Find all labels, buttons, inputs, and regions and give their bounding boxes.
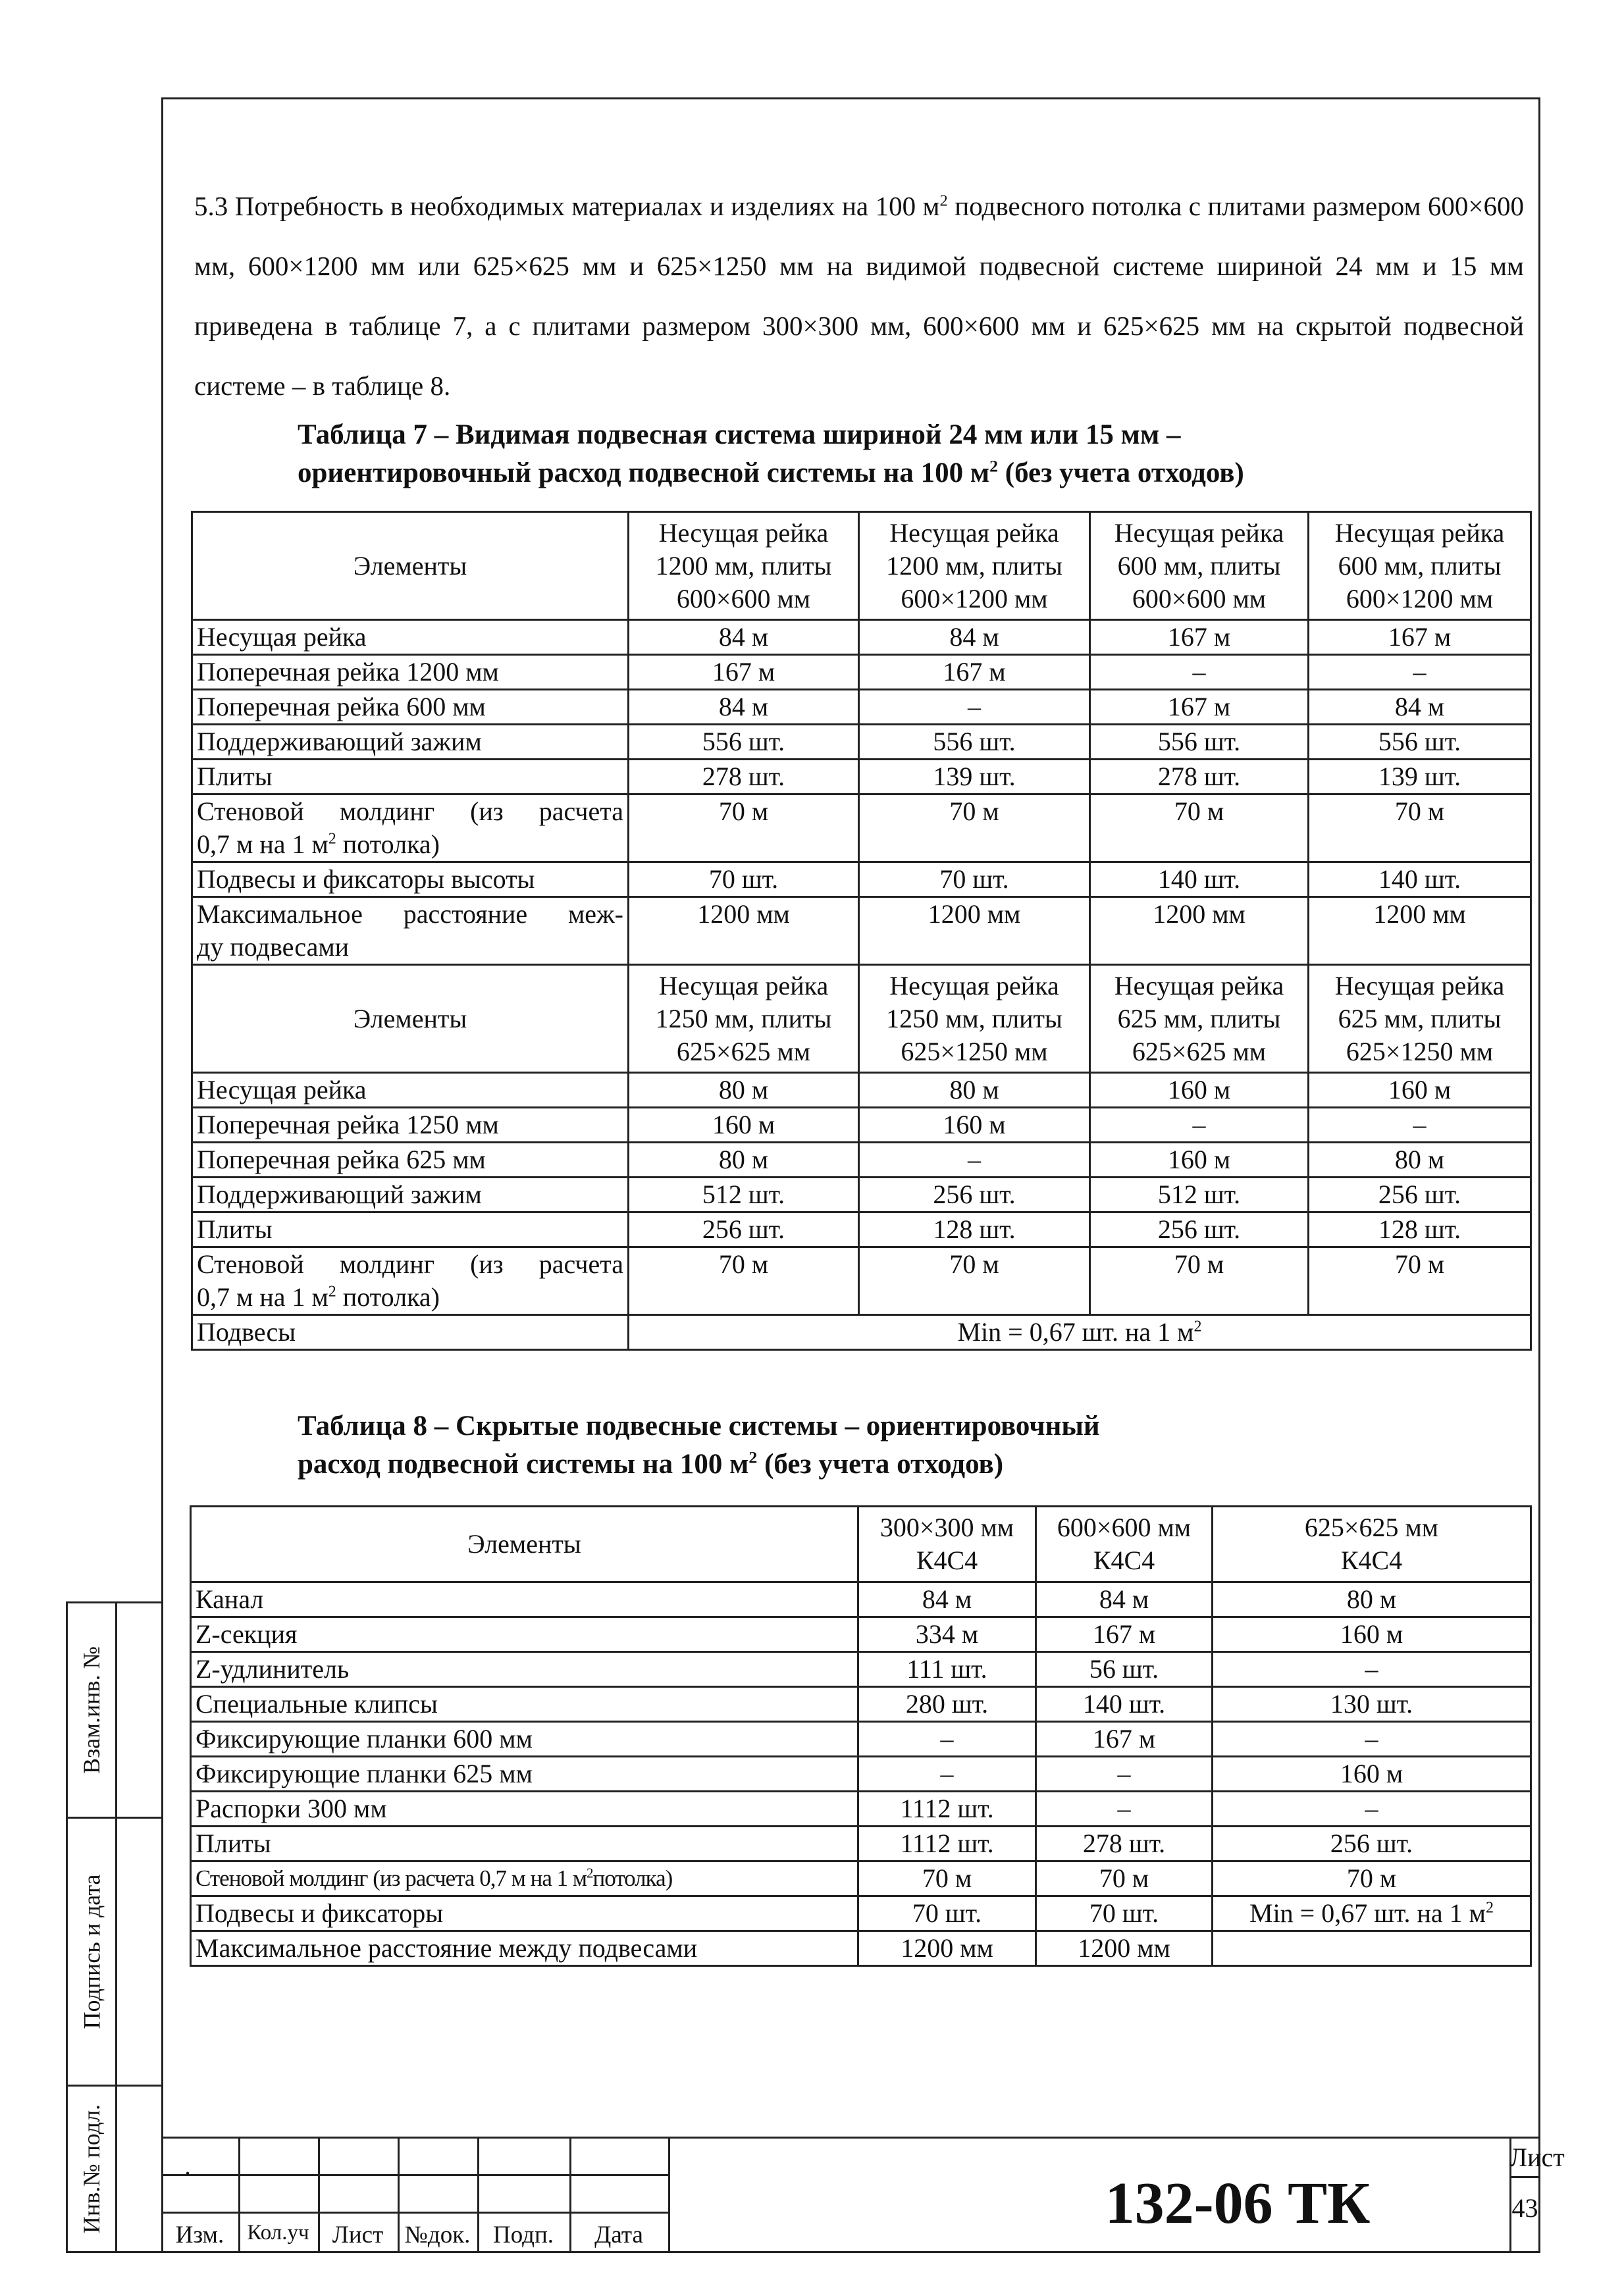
row-label: Максимальное расстояние меж- ду подвесами	[192, 897, 629, 965]
cell: –	[1090, 655, 1309, 690]
cell: 512 шт.	[1090, 1178, 1309, 1212]
cell: 139 шт.	[1309, 760, 1531, 794]
cell: 167 м	[1090, 690, 1309, 725]
cell: 80 м	[859, 1073, 1090, 1108]
row-label: Несущая рейка	[192, 620, 629, 655]
intro-paragraph: 5.3 Потребность в необходимых материалах и изделиях на 100 $м^2$ подвесного потолка с плитами размером 600×600 мм, 600×1200 мм или 625×625 мм и 625×1250 мм на видимой подвесной системе шириной 24 мм и 15 мм приведена в таблице 7, а с плитами размером 300×300 мм, 600×600 мм и 625×625 мм на скрытой подвесной системе – в таблице 8.	[194, 191, 1525, 401]
cell: 167 м	[1036, 1722, 1213, 1757]
table7-header-elements: Элементы	[192, 512, 629, 620]
cell: –	[859, 1143, 1090, 1178]
cell: 160 м	[1213, 1617, 1531, 1652]
cell: –	[1090, 1108, 1309, 1143]
row-label: Поперечная рейка 625 мм	[192, 1143, 629, 1178]
side-strip-vzam	[66, 1601, 161, 1819]
sheet-label: Лист	[1509, 2143, 1565, 2172]
document-code: 132-06 ТК	[1105, 2171, 1371, 2236]
cell: 1200 мм	[629, 897, 859, 965]
cell: 80 м	[1309, 1143, 1531, 1178]
cell: 160 м	[629, 1108, 859, 1143]
cell: 70 м	[1090, 794, 1309, 862]
row-label: Несущая рейка	[192, 1073, 629, 1108]
stamp-header-list: Лист	[332, 2221, 384, 2248]
cell: 128 шт.	[859, 1212, 1090, 1247]
cell: 556 шт.	[629, 725, 859, 760]
cell: 70 м	[1309, 794, 1531, 862]
cell: 256 шт.	[859, 1178, 1090, 1212]
cell: 84 м	[1309, 690, 1531, 725]
stamp-header-kolvo: Кол.уч	[247, 2221, 309, 2245]
cell: 1112 шт.	[858, 1792, 1036, 1827]
side-strip-podpis	[66, 1817, 161, 2087]
stamp-header-podp: Подп.	[492, 2221, 554, 2248]
table-row	[192, 1247, 1531, 1315]
table8-header-col: 600×600 мм К4С4	[1036, 1507, 1213, 1582]
cell: –	[858, 1757, 1036, 1792]
row-label: Стеновой молдинг (из расчета 0,7 м на 1 $м^2$ потолка)	[192, 1247, 629, 1315]
stamp-header-data: Дата	[594, 2221, 643, 2248]
cell: 70 м	[859, 1247, 1090, 1315]
row-label: Фиксирующие планки 600 мм	[191, 1722, 858, 1757]
cell: 256 шт.	[1213, 1827, 1531, 1861]
cell: 256 шт.	[1090, 1212, 1309, 1247]
cell: 70 шт.	[629, 862, 859, 897]
row-label: Подвесы и фиксаторы	[191, 1896, 858, 1931]
cell: 1200 мм	[859, 897, 1090, 965]
table7-header-elements: Элементы	[192, 965, 629, 1073]
side-strip-inv	[66, 2085, 161, 2253]
cell: 167 м	[1036, 1617, 1213, 1652]
row-label: Плиты	[191, 1827, 858, 1861]
cell: 111 шт.	[858, 1652, 1036, 1687]
stamp-dot: ·	[183, 2160, 192, 2187]
row-label: Плиты	[192, 1212, 629, 1247]
cell-merged: Min = 0,67 шт. на 1 $м^2$	[629, 1315, 1531, 1350]
table-row	[191, 1827, 1531, 1861]
cell: 160 м	[1090, 1073, 1309, 1108]
row-label: Стеновой молдинг (из расчета 0,7 м на 1 $м^2потолка$)	[191, 1861, 858, 1896]
cell: –	[1213, 1722, 1531, 1757]
cell: 70 м	[859, 794, 1090, 862]
cell: 80 м	[1213, 1582, 1531, 1617]
table-row	[191, 1722, 1531, 1757]
cell	[1213, 1931, 1531, 1966]
cell: 84 м	[859, 620, 1090, 655]
row-label: Канал	[191, 1582, 858, 1617]
table-row	[192, 897, 1531, 965]
cell: 334 м	[858, 1617, 1036, 1652]
side-label-vzam: Взам.инв. №	[78, 1646, 105, 1774]
stamp-header-izm: Изм.	[175, 2221, 224, 2248]
title-block	[161, 2137, 1565, 2253]
cell: 160 м	[1213, 1757, 1531, 1792]
cell: 70 м	[1309, 1247, 1531, 1315]
cell: 1200 мм	[1036, 1931, 1213, 1966]
cell: –	[1309, 655, 1531, 690]
table-row	[192, 655, 1531, 690]
cell: 1112 шт.	[858, 1827, 1036, 1861]
row-label: Распорки 300 мм	[191, 1792, 858, 1827]
row-label: Максимальное расстояние между подвесами	[191, 1931, 858, 1966]
cell: 556 шт.	[1309, 725, 1531, 760]
cell: 84 м	[629, 690, 859, 725]
table-row	[192, 1143, 1531, 1178]
table-row	[192, 760, 1531, 794]
cell: 278 шт.	[1036, 1827, 1213, 1861]
sheet-number: 43	[1511, 2193, 1538, 2223]
table8-header-col: 625×625 мм К4С4	[1213, 1507, 1531, 1582]
cell: 139 шт.	[859, 760, 1090, 794]
cell: 1200 мм	[1090, 897, 1309, 965]
table7	[191, 511, 1532, 1351]
cell: 80 м	[629, 1143, 859, 1178]
cell: 84 м	[858, 1582, 1036, 1617]
cell: 280 шт.	[858, 1687, 1036, 1722]
cell: 278 шт.	[629, 760, 859, 794]
row-label: Плиты	[192, 760, 629, 794]
table7-header-col: Несущая рейка 625 мм, плиты 625×625 мм	[1090, 965, 1309, 1073]
row-label: Z-секция	[191, 1617, 858, 1652]
cell: 278 шт.	[1090, 760, 1309, 794]
table7-caption: Таблица 7 – Видимая подвесная система шириной 24 мм или 15 мм – ориентировочный расход подвесной системы на 100 $м^2$ (без учета отходов)	[298, 419, 1244, 488]
cell: 140 шт.	[1036, 1687, 1213, 1722]
cell: 70 м	[1036, 1861, 1213, 1896]
table-row	[192, 725, 1531, 760]
cell: –	[1036, 1792, 1213, 1827]
stamp-header-ndok: №док.	[404, 2221, 471, 2248]
cell: 130 шт.	[1213, 1687, 1531, 1722]
cell: 256 шт.	[629, 1212, 859, 1247]
cell: 56 шт.	[1036, 1652, 1213, 1687]
row-label: Z-удлинитель	[191, 1652, 858, 1687]
cell: –	[859, 690, 1090, 725]
table7-header-col: Несущая рейка 1250 мм, плиты 625×625 мм	[629, 965, 859, 1073]
table-row	[191, 1792, 1531, 1827]
cell: 70 м	[629, 794, 859, 862]
cell: 80 м	[629, 1073, 859, 1108]
table8-caption: Таблица 8 – Скрытые подвесные системы – ориентировочный расход подвесной системы на 100 $м^2$ (без учета отходов)	[298, 1411, 1100, 1480]
cell: 167 м	[629, 655, 859, 690]
table8	[190, 1505, 1532, 1967]
cell: 1200 мм	[1309, 897, 1531, 965]
table-row	[192, 1073, 1531, 1108]
table-row	[191, 1861, 1531, 1896]
table8-header-row	[191, 1507, 1531, 1582]
table7-header-col: Несущая рейка 625 мм, плиты 625×1250 мм	[1309, 965, 1531, 1073]
table-row	[192, 1315, 1531, 1350]
cell: 70 шт.	[859, 862, 1090, 897]
cell: 167 м	[1090, 620, 1309, 655]
table7-header-col: Несущая рейка 1200 мм, плиты 600×1200 мм	[859, 512, 1090, 620]
cell: 70 м	[629, 1247, 859, 1315]
cell: 70 шт.	[1036, 1896, 1213, 1931]
table-row	[191, 1931, 1531, 1966]
row-label: Поперечная рейка 1200 мм	[192, 655, 629, 690]
cell: Min = 0,67 шт. на 1 $м^2$	[1213, 1896, 1531, 1931]
table-row	[191, 1687, 1531, 1722]
table-row	[192, 794, 1531, 862]
table-row	[192, 1212, 1531, 1247]
cell: 70 м	[1090, 1247, 1309, 1315]
cell: 160 м	[1090, 1143, 1309, 1178]
cell: –	[1213, 1652, 1531, 1687]
cell: –	[1213, 1792, 1531, 1827]
row-label: Специальные клипсы	[191, 1687, 858, 1722]
table-row	[192, 1178, 1531, 1212]
table8-header-col: 300×300 мм К4С4	[858, 1507, 1036, 1582]
table-row	[192, 862, 1531, 897]
table-row	[192, 620, 1531, 655]
cell: 167 м	[859, 655, 1090, 690]
cell: 556 шт.	[859, 725, 1090, 760]
cell: 84 м	[1036, 1582, 1213, 1617]
side-label-inv: Инв.№ подл.	[78, 2104, 105, 2234]
cell: 556 шт.	[1090, 725, 1309, 760]
cell: –	[858, 1722, 1036, 1757]
row-label: Подвесы	[192, 1315, 629, 1350]
cell: 512 шт.	[629, 1178, 859, 1212]
table-row	[192, 690, 1531, 725]
cell: 140 шт.	[1309, 862, 1531, 897]
row-label: Поддерживающий зажим	[192, 1178, 629, 1212]
row-label: Поддерживающий зажим	[192, 725, 629, 760]
cell: 128 шт.	[1309, 1212, 1531, 1247]
cell: 1200 мм	[858, 1931, 1036, 1966]
cell: 70 м	[858, 1861, 1036, 1896]
row-label: Поперечная рейка 1250 мм	[192, 1108, 629, 1143]
table7-header-col: Несущая рейка 1200 мм, плиты 600×600 мм	[629, 512, 859, 620]
table-row	[191, 1652, 1531, 1687]
table-row	[191, 1582, 1531, 1617]
row-label: Подвесы и фиксаторы высоты	[192, 862, 629, 897]
cell: –	[1036, 1757, 1213, 1792]
row-label: Поперечная рейка 600 мм	[192, 690, 629, 725]
cell: 160 м	[859, 1108, 1090, 1143]
side-label-podpis: Подпись и дата	[78, 1874, 105, 2029]
cell: 256 шт.	[1309, 1178, 1531, 1212]
table7-header-col: Несущая рейка 600 мм, плиты 600×1200 мм	[1309, 512, 1531, 620]
cell: 140 шт.	[1090, 862, 1309, 897]
cell: 70 м	[1213, 1861, 1531, 1896]
cell: –	[1309, 1108, 1531, 1143]
table-row	[191, 1617, 1531, 1652]
table-row	[191, 1757, 1531, 1792]
cell: 167 м	[1309, 620, 1531, 655]
cell: 84 м	[629, 620, 859, 655]
table-row	[191, 1896, 1531, 1931]
table7-header-row	[192, 512, 1531, 620]
table8-header-elements: Элементы	[191, 1507, 858, 1582]
row-label: Фиксирующие планки 625 мм	[191, 1757, 858, 1792]
cell: 70 шт.	[858, 1896, 1036, 1931]
cell: 160 м	[1309, 1073, 1531, 1108]
row-label: Стеновой молдинг (из расчета 0,7 м на 1 $м^2$ потолка)	[192, 794, 629, 862]
table-row	[192, 1108, 1531, 1143]
table7-header-col: Несущая рейка 600 мм, плиты 600×600 мм	[1090, 512, 1309, 620]
table7-header-col: Несущая рейка 1250 мм, плиты 625×1250 мм	[859, 965, 1090, 1073]
table7-header-row-2	[192, 965, 1531, 1073]
